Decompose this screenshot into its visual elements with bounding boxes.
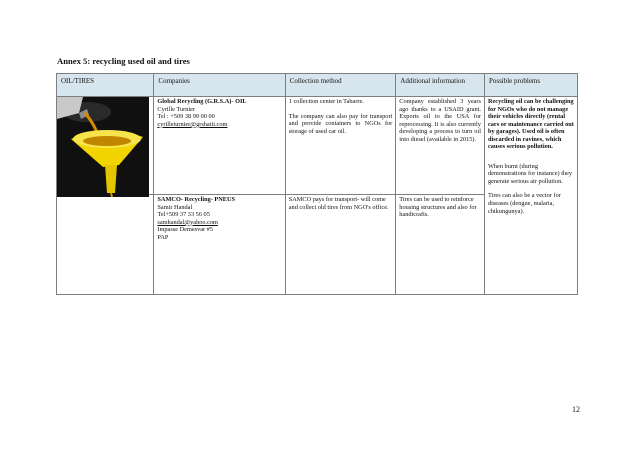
header-additional-information: Additional information — [396, 74, 485, 97]
address-line1-tires: Impasse Demesvar #5 — [157, 226, 214, 234]
company-name-oil: Global Recycling (G.R.S.A)- OIL — [157, 98, 247, 105]
email-link-oil[interactable]: cyrilleturnier@grshaiti.com — [157, 120, 228, 128]
table-row — [57, 97, 578, 195]
email-link-tires[interactable]: samhandal@yahoo.com — [157, 218, 218, 226]
problems-para1: When burnt (during demonstrations for instance) they generate serious air pollution. — [487, 162, 573, 185]
annex-table — [56, 73, 578, 295]
page-title: Annex 5: recycling used oil and tires — [57, 56, 190, 66]
collection-tires-text: SAMCO pays for transport- will come and collect old tires from NGO's office. — [288, 196, 389, 211]
table-header-row — [57, 74, 578, 97]
phone-tires: Tel+509 37 33 56 05 — [157, 211, 210, 219]
address-line2-tires: PAP — [157, 233, 169, 241]
company-cell-tires — [154, 195, 285, 295]
collection-oil-line1: 1 collection center in Tabarre. — [288, 98, 364, 105]
company-name-tires: SAMCO- Recycling- PNEUS — [157, 196, 236, 203]
header-collection-method: Collection method — [285, 74, 396, 97]
collection-oil-line2: The company can also pay for transport and provide containers to NGOs for storage of used car oil. — [288, 112, 393, 135]
info-cell-oil: Company established 3 years ago thanks to a USAID grant. Exports oil to the USA for reprocessing. It is also currently developing a process to turn oil into diesel (available in 2015). — [396, 97, 485, 195]
company-cell-oil — [154, 97, 285, 195]
info-cell-tires: Tires can be used to reinforce housing structures and also for handicrafts. — [396, 195, 485, 295]
contact-name-oil: Cyrille Turnier — [157, 105, 196, 113]
phone-oil: Tel : +509 38 99 00 00 — [157, 113, 215, 121]
collection-cell-oil — [285, 97, 396, 195]
contact-name-tires: Samir Handal — [157, 203, 193, 211]
problems-bold-text: Recycling oil can be challenging for NGOs who do not manage their vehicles directly (rental cars or maintenance carried out by garages). Used oil is often discarded in ravines, which causes serious pollution. — [487, 98, 574, 151]
problems-cell — [484, 97, 577, 295]
header-companies: Companies — [154, 74, 285, 97]
empty-cell — [57, 195, 154, 295]
page-number: 12 — [572, 405, 580, 414]
problems-para2: Tires can also be a vector for diseases (dengue, malaria, chikungunya). — [487, 192, 561, 215]
oil-photo-cell — [57, 97, 154, 195]
header-possible-problems: Possible problems — [484, 74, 577, 97]
header-oil-tires: OIL/TIRES — [57, 74, 154, 97]
oil-funnel-photo — [57, 97, 149, 197]
collection-cell-tires — [285, 195, 396, 295]
